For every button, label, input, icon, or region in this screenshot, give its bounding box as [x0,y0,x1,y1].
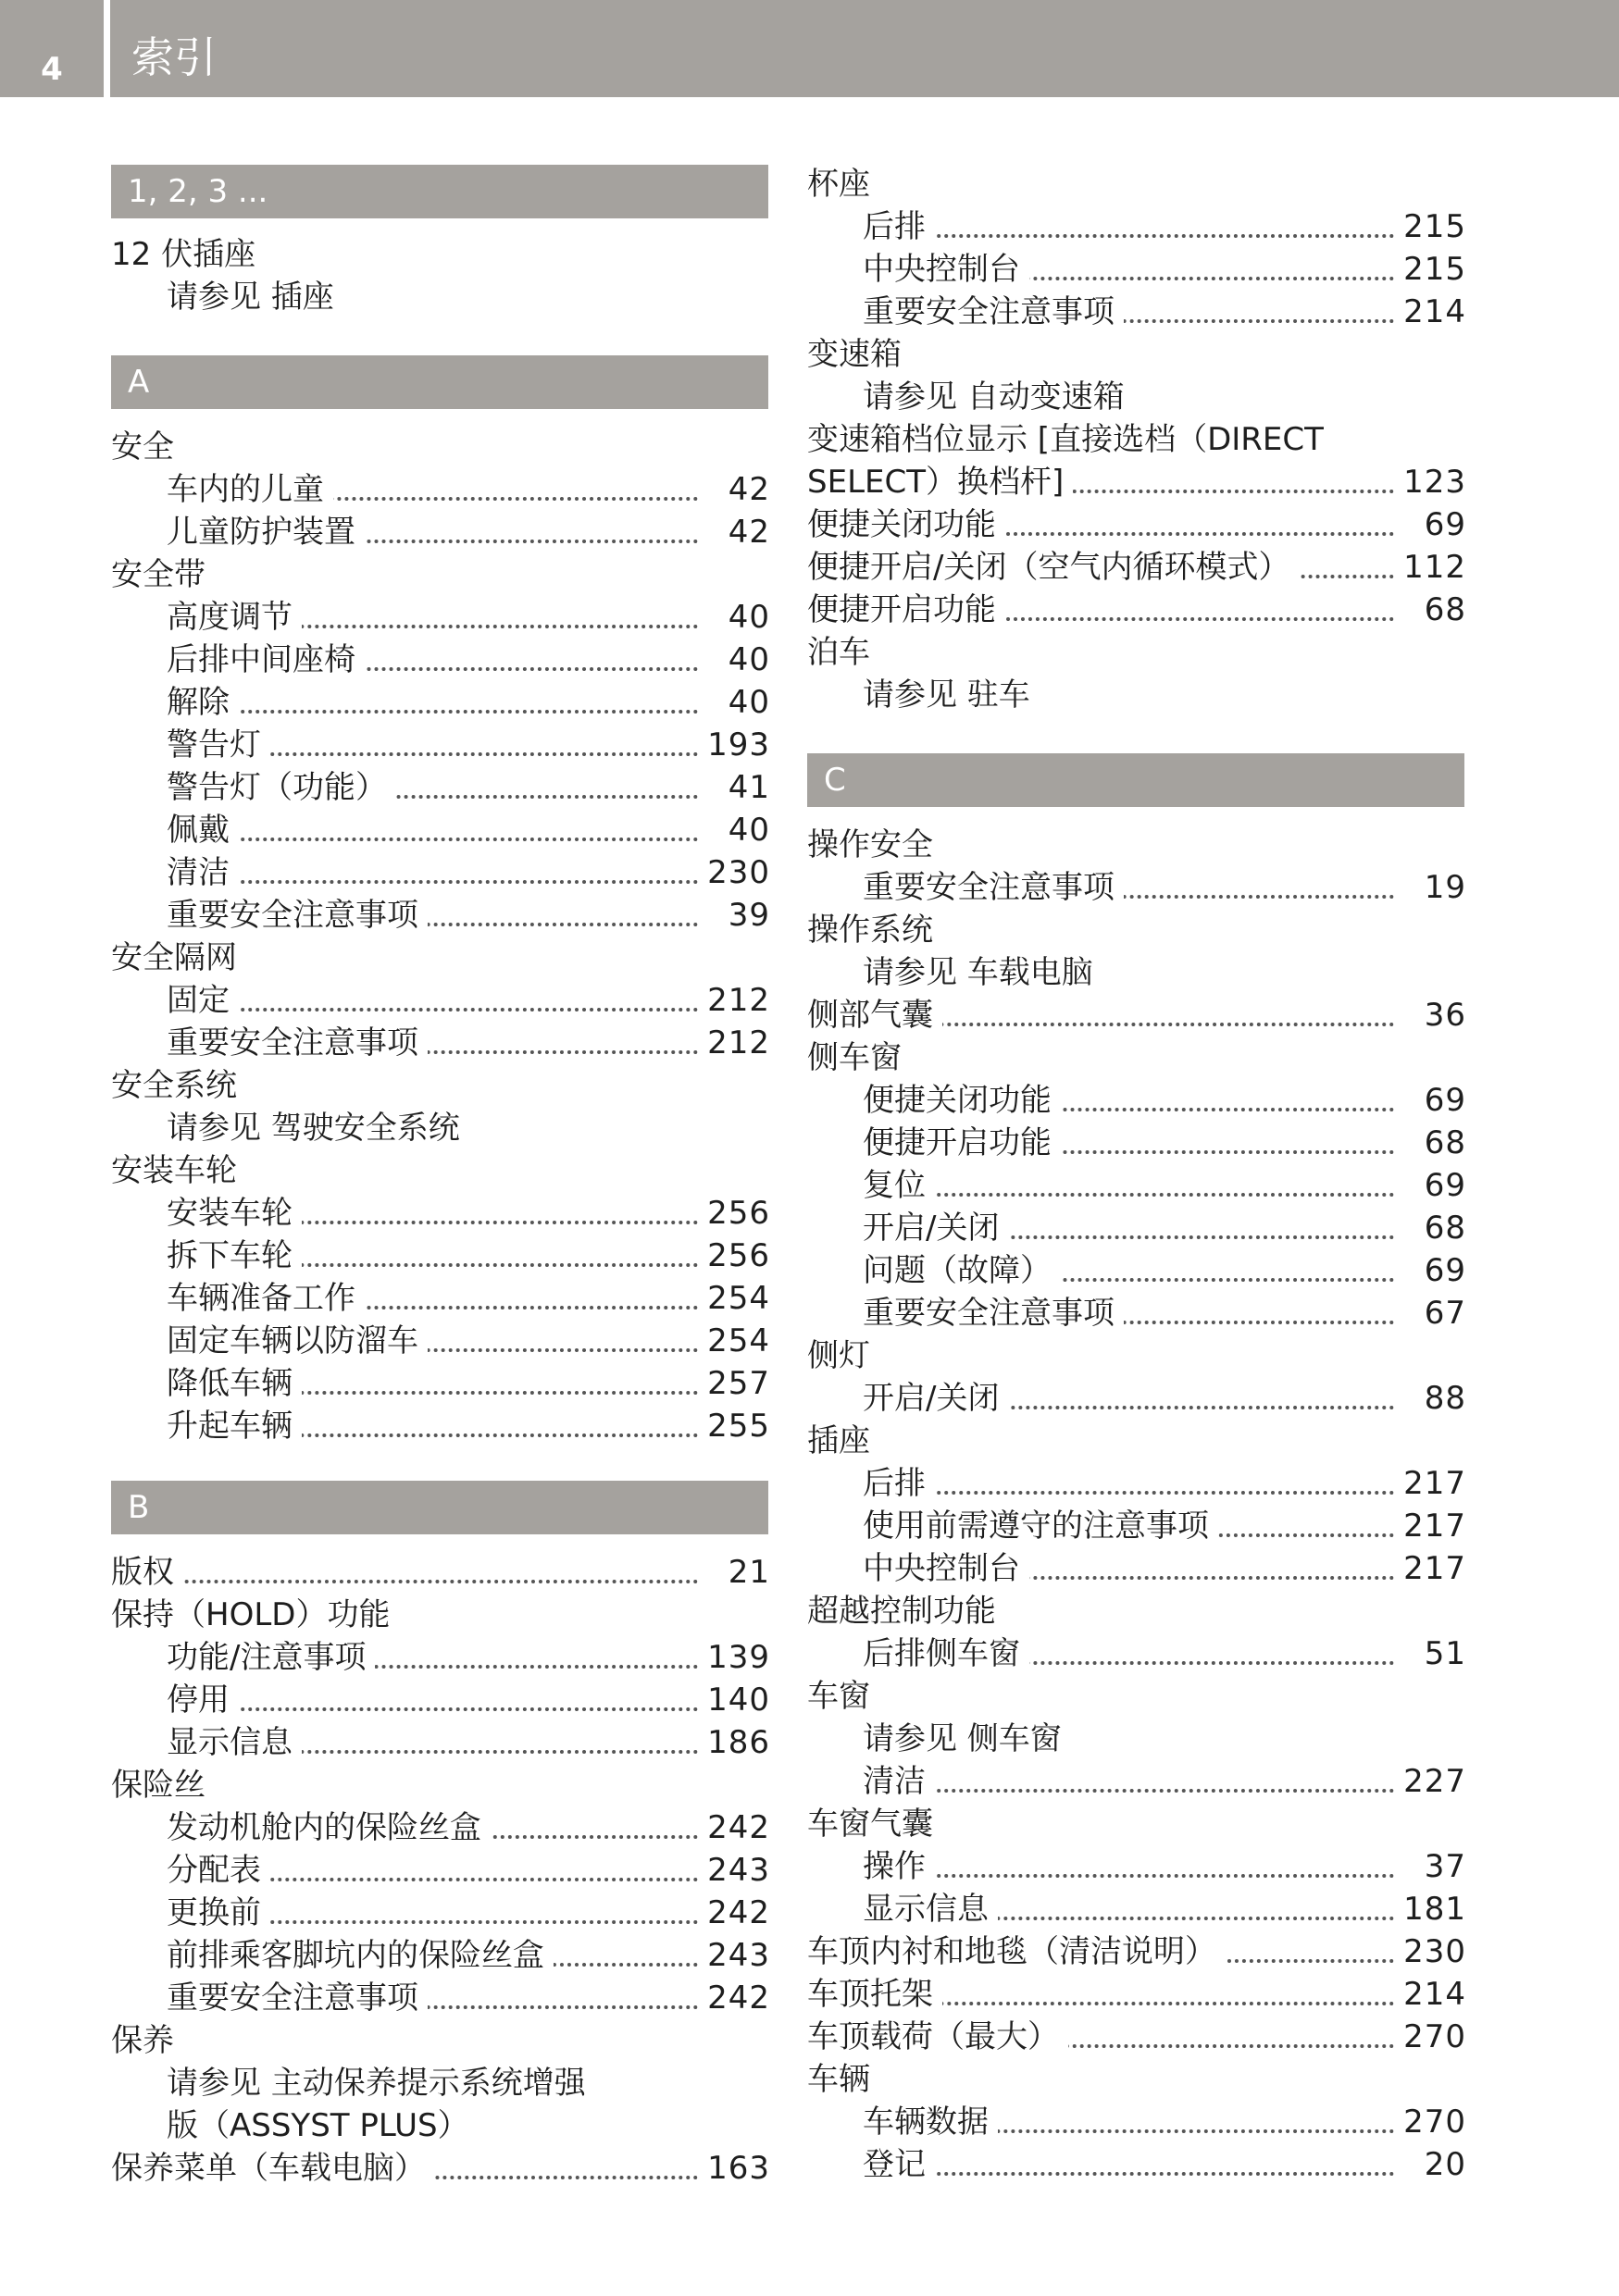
index-subentry [111,2104,770,2147]
page-reference: 270 [1403,2018,1466,2055]
entry-label: 安全带 [111,553,205,596]
entry-label: 操作 [863,1845,935,1888]
index-subentry [807,1122,1466,1164]
index-entry [807,994,1466,1036]
dot-leader [167,710,698,714]
index-subentry [111,596,770,639]
index-subentry [111,766,770,809]
page-title: 索引 [131,32,217,82]
section-header: 1, 2, 3 ... [111,165,768,218]
entry-label: 中央控制台 [863,1547,1029,1590]
entry-label: 请参见 主动保养提示系统增强 [167,2062,586,2104]
entry-label: 侧部气囊 [807,994,942,1036]
page-reference: 69 [1424,1252,1466,1289]
index-subentry [111,2062,770,2104]
index-subentry [111,639,770,681]
entry-label: 后排 [863,1462,935,1505]
dot-leader [863,1874,1394,1878]
entry-label: 固定 [167,979,239,1022]
index-subentry [111,1977,770,2019]
entry-label: 车顶载荷（最大） [807,2016,1068,2058]
index-subentry [807,1505,1466,1547]
entry-label: 升起车辆 [167,1405,302,1447]
entry-label: 请参见 车载电脑 [863,951,1093,994]
index-subentry [807,1292,1466,1334]
index-subentry [807,1845,1466,1888]
page-reference: 215 [1403,208,1466,245]
entry-label: 清洁 [863,1760,935,1803]
page-reference: 123 [1403,464,1466,501]
page-header [0,0,1619,97]
entry-label: 后排侧车窗 [863,1632,1029,1675]
page-reference: 41 [728,769,770,806]
entry-label: 安装车轮 [167,1192,302,1235]
entry-label: 重要安全注意事项 [167,894,428,937]
entry-label: 高度调节 [167,596,302,639]
index-subentry [807,291,1466,333]
page-reference: 257 [707,1365,770,1402]
page-reference: 40 [728,684,770,721]
entry-label: 后排中间座椅 [167,639,365,681]
index-entry [807,461,1466,503]
entry-label: 安全系统 [111,1064,237,1107]
entry-label: 车顶托架 [807,1973,942,2016]
entry-label: SELECT）换档杆] [807,461,1073,503]
page-reference: 215 [1403,251,1466,288]
index-subentry [807,1079,1466,1122]
index-subentry [807,1547,1466,1590]
index-entry [111,1064,770,1107]
dot-leader [863,2172,1394,2176]
index-subentry [111,851,770,894]
entry-label: 版权 [111,1551,183,1594]
page-reference: 40 [728,812,770,849]
entry-label: 车辆准备工作 [167,1277,365,1320]
page-reference: 68 [1424,1124,1466,1161]
entry-label: 使用前需遵守的注意事项 [863,1505,1218,1547]
page-reference: 230 [1403,1933,1466,1970]
index-entry [111,2019,770,2062]
index-subentry [807,205,1466,248]
page-number: 4 [41,51,63,88]
section-header: B [111,1481,768,1534]
page-reference: 217 [1403,1465,1466,1502]
page-reference: 270 [1403,2104,1466,2141]
entry-label: 操作系统 [807,909,933,951]
entry-label: 儿童防护装置 [167,511,365,553]
header-divider [104,0,110,97]
index-subentry [111,1022,770,1064]
entry-label: 请参见 驾驶安全系统 [167,1107,460,1149]
entry-label: 便捷关闭功能 [863,1079,1061,1122]
entry-label: 停用 [167,1679,239,1721]
page-reference: 68 [1424,1210,1466,1247]
entry-label: 解除 [167,681,239,724]
entry-label: 安全隔网 [111,937,237,979]
entry-label: 前排乘客脚坑内的保险丝盒 [167,1934,554,1977]
index-subentry [111,468,770,511]
entry-label: 超越控制功能 [807,1590,996,1632]
dot-leader [863,234,1394,238]
index-subentry [111,724,770,766]
entry-label: 插座 [807,1420,870,1462]
entry-label: 重要安全注意事项 [863,291,1124,333]
entry-label: 便捷开启/关闭（空气内循环模式） [807,546,1299,589]
index-entry [807,163,1466,205]
page-reference: 40 [728,599,770,636]
page-reference: 163 [707,2150,770,2187]
entry-label: 侧车窗 [807,1036,902,1079]
index-entry [807,1675,1466,1718]
index-entry [111,1149,770,1192]
entry-label: 泊车 [807,631,870,674]
entry-label: 车窗气囊 [807,1803,933,1845]
entry-label: 保养 [111,2019,174,2062]
index-subentry [111,511,770,553]
entry-label: 安装车轮 [111,1149,237,1192]
entry-label: 杯座 [807,163,870,205]
index-entry [111,1594,770,1636]
page-reference: 212 [707,1024,770,1061]
entry-label: 拆下车轮 [167,1235,302,1277]
index-subentry [807,1462,1466,1505]
index-subentry [807,1888,1466,1930]
page-reference: 242 [707,1980,770,2017]
entry-label: 发动机舱内的保险丝盒 [167,1806,491,1849]
entry-label: 警告灯 [167,724,270,766]
index-entry [807,824,1466,866]
entry-label: 请参见 自动变速箱 [863,376,1125,418]
entry-label: 保险丝 [111,1764,205,1806]
entry-label: 保养菜单（车载电脑） [111,2147,435,2190]
page-reference: 255 [707,1408,770,1445]
entry-label: 请参见 侧车窗 [863,1718,1062,1760]
index-subentry [807,1718,1466,1760]
index-subentry [807,866,1466,909]
index-entry [111,233,770,276]
index-subentry [111,1679,770,1721]
index-entry [807,589,1466,631]
index-subentry [807,674,1466,716]
dot-leader [167,1008,698,1011]
entry-label: 问题（故障） [863,1249,1061,1292]
index-entry [807,1036,1466,1079]
entry-label: 保持（HOLD）功能 [111,1594,390,1636]
index-subentry [111,1235,770,1277]
page-reference: 39 [728,897,770,934]
entry-label: 车顶内衬和地毯（清洁说明） [807,1930,1226,1973]
page-reference: 37 [1424,1848,1466,1885]
index-subentry [111,1806,770,1849]
page-reference: 88 [1424,1380,1466,1417]
page-reference: 36 [1424,997,1466,1034]
index-entry [807,1420,1466,1462]
page-reference: 20 [1424,2146,1466,2183]
page-reference: 256 [707,1195,770,1232]
entry-label: 便捷关闭功能 [807,503,1005,546]
index-entry [807,2058,1466,2101]
page-reference: 214 [1403,1976,1466,2013]
index-subentry [807,1760,1466,1803]
entry-label: 变速箱档位显示 [直接选档（DIRECT [807,418,1324,461]
index-subentry [111,1192,770,1235]
page-reference: 69 [1424,1167,1466,1204]
index-entry [807,1803,1466,1845]
index-subentry [111,1277,770,1320]
dot-leader [863,1789,1394,1793]
page-reference: 186 [707,1724,770,1761]
entry-label: 车窗 [807,1675,870,1718]
index-subentry [111,1849,770,1892]
index-subentry [111,1636,770,1679]
entry-label: 显示信息 [167,1721,302,1764]
index-subentry [807,1249,1466,1292]
index-entry [807,1590,1466,1632]
index-entry [807,418,1466,461]
entry-label: 车辆 [807,2058,870,2101]
dot-leader [111,1580,698,1583]
entry-label: 复位 [863,1164,935,1207]
index-subentry [807,2143,1466,2186]
entry-label: 降低车辆 [167,1362,302,1405]
page-reference: 69 [1424,1082,1466,1119]
entry-label: 重要安全注意事项 [863,1292,1124,1334]
entry-label: 安全 [111,426,174,468]
index-subentry [807,248,1466,291]
entry-label: 车内的儿童 [167,468,333,511]
index-subentry [807,1207,1466,1249]
index-entry [111,1551,770,1594]
entry-label: 更换前 [167,1892,270,1934]
entry-label: 侧灯 [807,1334,870,1377]
page-reference: 217 [1403,1508,1466,1545]
index-entry [807,1334,1466,1377]
page-reference: 69 [1424,506,1466,543]
entry-label: 开启/关闭 [863,1207,1008,1249]
entry-label: 操作安全 [807,824,933,866]
dot-leader [167,880,698,884]
dot-leader [167,838,698,841]
page-reference: 21 [728,1554,770,1591]
page-reference: 42 [728,471,770,508]
entry-label: 变速箱 [807,333,902,376]
entry-label: 警告灯（功能） [167,766,396,809]
entry-label: 佩戴 [167,809,239,851]
index-entry [111,426,770,468]
index-subentry [111,681,770,724]
index-subentry [111,1892,770,1934]
index-entry [111,937,770,979]
index-subentry [111,1934,770,1977]
dot-leader [863,1491,1394,1495]
index-subentry [111,979,770,1022]
index-subentry [111,1362,770,1405]
page-reference: 67 [1424,1295,1466,1332]
entry-label: 开启/关闭 [863,1377,1008,1420]
entry-label: 重要安全注意事项 [167,1022,428,1064]
entry-label: 登记 [863,2143,935,2186]
page-reference: 42 [728,514,770,551]
page-reference: 256 [707,1237,770,1274]
index-subentry [111,1107,770,1149]
index-entry [111,1764,770,1806]
page-reference: 193 [707,726,770,763]
entry-label: 请参见 插座 [167,276,334,318]
page-reference: 112 [1403,549,1466,586]
index-entry [807,2016,1466,2058]
index-entry [807,546,1466,589]
index-subentry [807,1164,1466,1207]
dot-leader [863,1193,1394,1197]
page-reference: 230 [707,854,770,891]
page-reference: 243 [707,1937,770,1974]
entry-label: 分配表 [167,1849,270,1892]
index-subentry [111,1320,770,1362]
index-subentry [807,951,1466,994]
page-reference: 19 [1424,869,1466,906]
index-subentry [111,1405,770,1447]
page-reference: 217 [1403,1550,1466,1587]
page-reference: 68 [1424,591,1466,628]
index-entry [807,1930,1466,1973]
dot-leader [167,1707,698,1711]
page-reference: 243 [707,1852,770,1889]
page-reference: 242 [707,1894,770,1931]
page-reference: 139 [707,1639,770,1676]
page-reference: 242 [707,1809,770,1846]
index-entry [807,503,1466,546]
page-reference: 227 [1403,1763,1466,1800]
index-subentry [807,1377,1466,1420]
index-entry [807,1973,1466,2016]
entry-label: 版（ASSYST PLUS） [167,2104,469,2147]
index-subentry [807,1632,1466,1675]
entry-label: 后排 [863,205,935,248]
section-header: A [111,355,768,409]
entry-label: 固定车辆以防溜车 [167,1320,428,1362]
entry-label: 中央控制台 [863,248,1029,291]
entry-label: 便捷开启功能 [863,1122,1061,1164]
page-reference: 140 [707,1682,770,1719]
page-reference: 212 [707,982,770,1019]
index-subentry [807,376,1466,418]
page-reference: 254 [707,1280,770,1317]
entry-label: 重要安全注意事项 [863,866,1124,909]
page-reference: 254 [707,1322,770,1359]
page-reference: 40 [728,641,770,678]
index-subentry [111,276,770,318]
entry-label: 便捷开启功能 [807,589,1005,631]
entry-label: 显示信息 [863,1888,998,1930]
page-reference: 181 [1403,1891,1466,1928]
entry-label: 重要安全注意事项 [167,1977,428,2019]
index-subentry [111,809,770,851]
section-header: C [807,753,1464,807]
index-entry [111,553,770,596]
index-subentry [807,2101,1466,2143]
entry-label: 功能/注意事项 [167,1636,375,1679]
entry-label: 清洁 [167,851,239,894]
entry-label: 请参见 驻车 [863,674,1030,716]
index-entry [807,333,1466,376]
index-subentry [111,894,770,937]
entry-label: 12 伏插座 [111,233,255,276]
index-subentry [111,1721,770,1764]
page-reference: 51 [1424,1635,1466,1672]
index-entry [111,2147,770,2190]
index-entry [807,909,1466,951]
index-entry [807,631,1466,674]
page-reference: 214 [1403,293,1466,330]
entry-label: 车辆数据 [863,2101,998,2143]
